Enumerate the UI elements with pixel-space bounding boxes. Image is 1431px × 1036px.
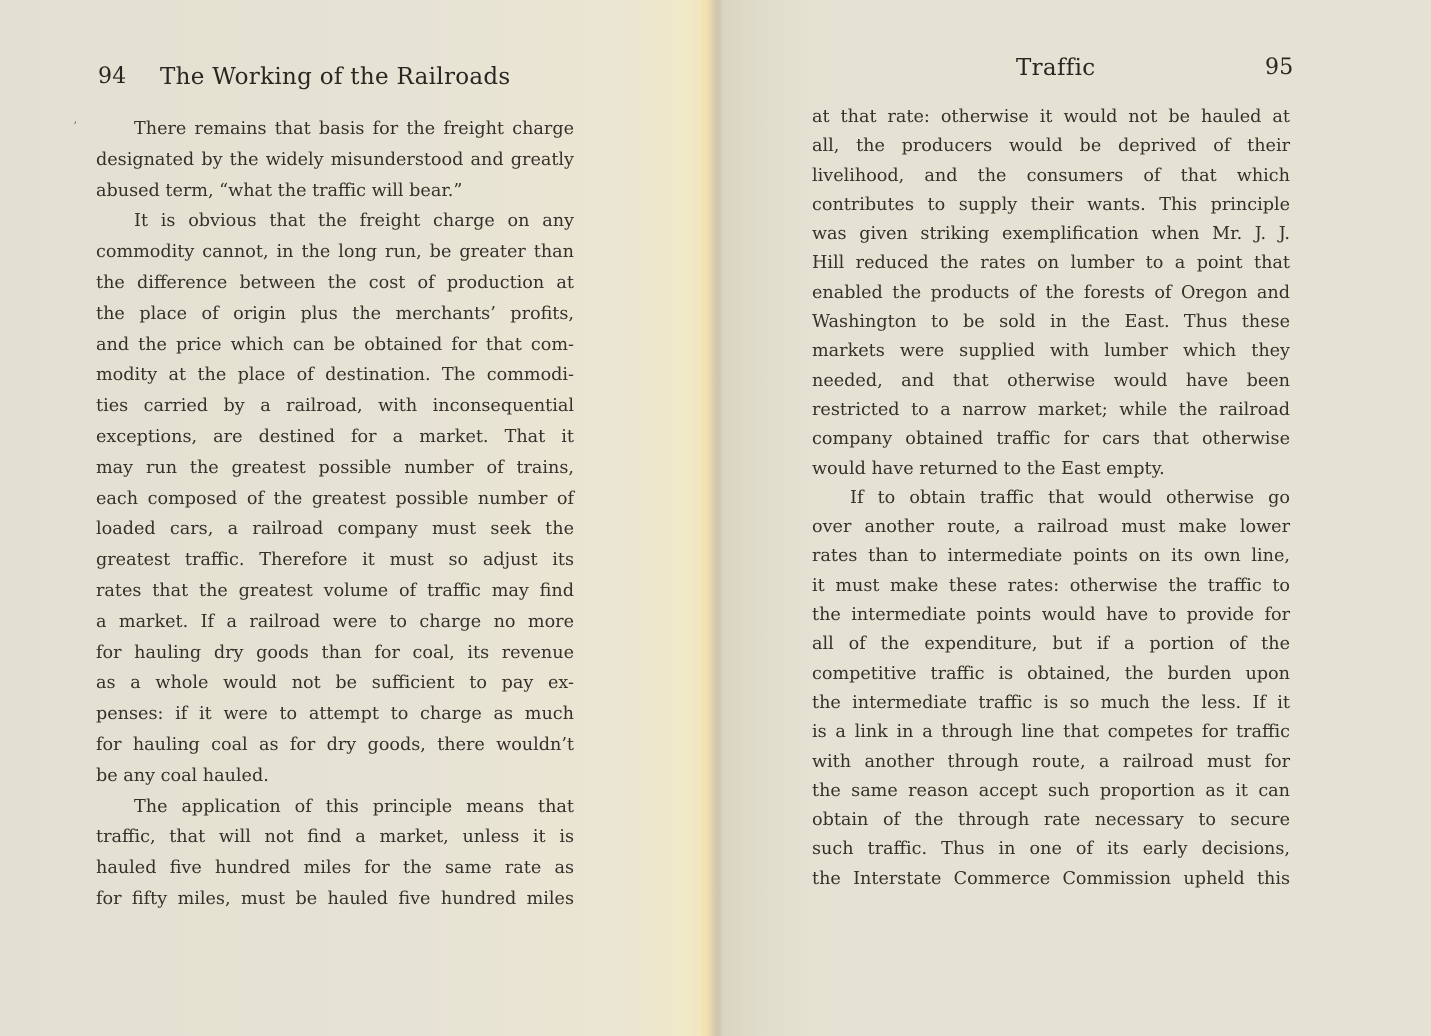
text-line: enabled the products of the forests of Oregon and <box>812 282 1290 303</box>
text-line: and the price which can be obtained for that com- <box>96 334 574 355</box>
text-line: abused term, “what the traffic will bear.” <box>96 180 463 201</box>
text-line: be any coal hauled. <box>96 765 269 786</box>
text-line: the place of origin plus the merchants’ profits, <box>96 303 574 324</box>
text-line: company obtained traffic for cars that otherwise <box>812 429 1290 450</box>
text-line: the intermediate points would have to provide for <box>812 605 1290 626</box>
body-text-right <box>812 103 1290 894</box>
text-line: greatest traffic. Therefore it must so adjust its <box>96 550 574 571</box>
text-line: all of the expenditure, but if a portion of the <box>812 634 1290 655</box>
text-line: rates than to intermediate points on its own line, <box>812 546 1290 567</box>
text-line: competitive traffic is obtained, the burden upon <box>812 663 1290 684</box>
text-line: it must make these rates: otherwise the traffic to <box>812 575 1290 596</box>
text-line: modity at the place of destination. The commodi- <box>96 365 574 386</box>
text-line: the intermediate traffic is so much the less. If it <box>812 692 1290 713</box>
text-line: may run the greatest possible number of trains, <box>96 457 574 478</box>
text-line: Washington to be sold in the East. Thus these <box>812 312 1290 333</box>
text-line: rates that the greatest volume of traffic may find <box>96 580 574 601</box>
text-line: ties carried by a railroad, with inconsequential <box>96 396 574 417</box>
text-line: restricted to a narrow market; while the railroad <box>812 399 1290 420</box>
text-line: for hauling dry goods than for coal, its revenue <box>96 642 574 663</box>
text-line: hauled five hundred miles for the same rate as <box>96 858 574 879</box>
text-line: If to obtain traffic that would otherwise go <box>850 487 1290 508</box>
text-line: as a whole would not be sufficient to pay ex- <box>96 673 574 694</box>
text-line: all, the producers would be deprived of their <box>812 136 1290 157</box>
text-line: the same reason accept such proportion as it can <box>812 780 1290 801</box>
text-line: each composed of the greatest possible number of <box>96 488 574 509</box>
text-line: contributes to supply their wants. This principle <box>812 194 1290 215</box>
text-line: penses: if it were to attempt to charge as much <box>96 704 574 725</box>
text-line: commodity cannot, in the long run, be greater than <box>96 242 574 263</box>
text-line: the difference between the cost of production at <box>96 272 574 293</box>
text-line: would have returned to the East empty. <box>812 458 1165 479</box>
text-line: with another through route, a railroad must for <box>812 751 1290 772</box>
text-line: exceptions, are destined for a market. That it <box>96 426 574 447</box>
text-line: the Interstate Commerce Commission upheld this <box>812 868 1290 889</box>
text-line: is a link in a through line that competes for traffic <box>812 722 1290 743</box>
text-line: for fifty miles, must be hauled five hundred miles <box>96 888 574 909</box>
body-text-left <box>96 114 574 915</box>
text-line: needed, and that otherwise would have been <box>812 370 1290 391</box>
text-line: over another route, a railroad must make lower <box>812 517 1290 538</box>
margin-mark: ʼ <box>73 120 77 133</box>
text-line: traffic, that will not find a market, unless it is <box>96 827 574 848</box>
text-line: obtain of the through rate necessary to secure <box>812 810 1290 831</box>
text-line: at that rate: otherwise it would not be hauled at <box>812 107 1290 127</box>
text-line: The application of this principle means that <box>134 796 574 817</box>
page-number-right: 95 <box>1265 55 1294 80</box>
text-line: for hauling coal as for dry goods, there wouldn’t <box>96 734 574 755</box>
text-line: loaded cars, a railroad company must seek the <box>96 519 574 540</box>
left-page <box>0 0 706 1036</box>
text-line: Hill reduced the rates on lumber to a point that <box>812 253 1290 274</box>
book-gutter <box>700 0 724 1036</box>
page-number-left: 94 <box>98 64 127 89</box>
text-line: such traffic. Thus in one of its early decisions, <box>812 839 1290 860</box>
running-title-right: Traffic <box>1016 55 1096 81</box>
text-line: markets were supplied with lumber which they <box>812 341 1290 362</box>
text-line: livelihood, and the consumers of that which <box>812 165 1290 186</box>
text-line: a market. If a railroad were to charge no more <box>96 611 574 632</box>
running-title-left: The Working of the Railroads <box>160 64 511 90</box>
text-line: There remains that basis for the freight charge <box>134 119 574 139</box>
text-line: designated by the widely misunderstood and greatly <box>96 149 574 170</box>
text-line: It is obvious that the freight charge on any <box>134 211 574 232</box>
text-line: was given striking exemplification when Mr. J. J. <box>812 224 1290 245</box>
